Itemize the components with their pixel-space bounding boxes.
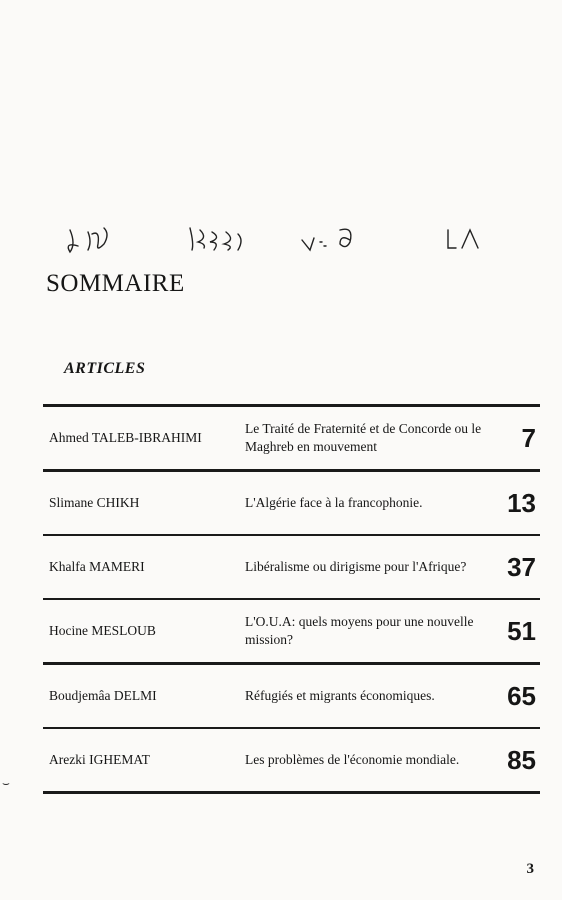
- toc-page: 37: [507, 551, 536, 582]
- toc-title: Les problèmes de l'économie mondiale.: [245, 751, 460, 767]
- handwriting-svg: [62, 222, 502, 262]
- toc-title: Réfugiés et migrants économiques.: [245, 687, 435, 703]
- toc-row: [43, 407, 540, 469]
- page-number: 3: [526, 861, 534, 877]
- section-heading: ARTICLES: [64, 360, 146, 377]
- toc-title: L'O.U.A: quels moyens pour une nouvelle mission?: [245, 613, 474, 647]
- toc-row: [43, 600, 540, 662]
- toc-row: [43, 472, 540, 534]
- page-title: SOMMAIRE: [46, 270, 185, 297]
- toc-title: Le Traité de Fraternité et de Concorde ou le Maghreb en mouvement: [245, 420, 482, 454]
- toc-author: Khalfa MAMERI: [49, 559, 145, 574]
- toc-author: Arezki IGHEMAT: [49, 752, 150, 767]
- toc-author: Boudjemâa DELMI: [49, 688, 157, 703]
- toc-author: Slimane CHIKH: [49, 495, 140, 510]
- divider: [43, 791, 540, 794]
- toc-page: 13: [507, 487, 536, 518]
- toc-row: [43, 729, 540, 791]
- toc-title: L'Algérie face à la francophonie.: [245, 494, 423, 510]
- toc-author: Ahmed TALEB-IBRAHIMI: [49, 430, 202, 445]
- margin-mark: ⌣: [2, 776, 10, 790]
- table-of-contents: [43, 404, 540, 794]
- toc-author: Hocine MESLOUB: [49, 623, 156, 638]
- handwritten-annotation-drawing: [62, 222, 502, 262]
- toc-page: 7: [521, 422, 536, 453]
- toc-page: 65: [507, 680, 536, 711]
- toc-row: [43, 536, 540, 598]
- toc-title: Libéralisme ou dirigisme pour l'Afrique?: [245, 558, 467, 574]
- toc-row: [43, 665, 540, 727]
- toc-page: 85: [507, 744, 536, 775]
- toc-page: 51: [507, 615, 536, 646]
